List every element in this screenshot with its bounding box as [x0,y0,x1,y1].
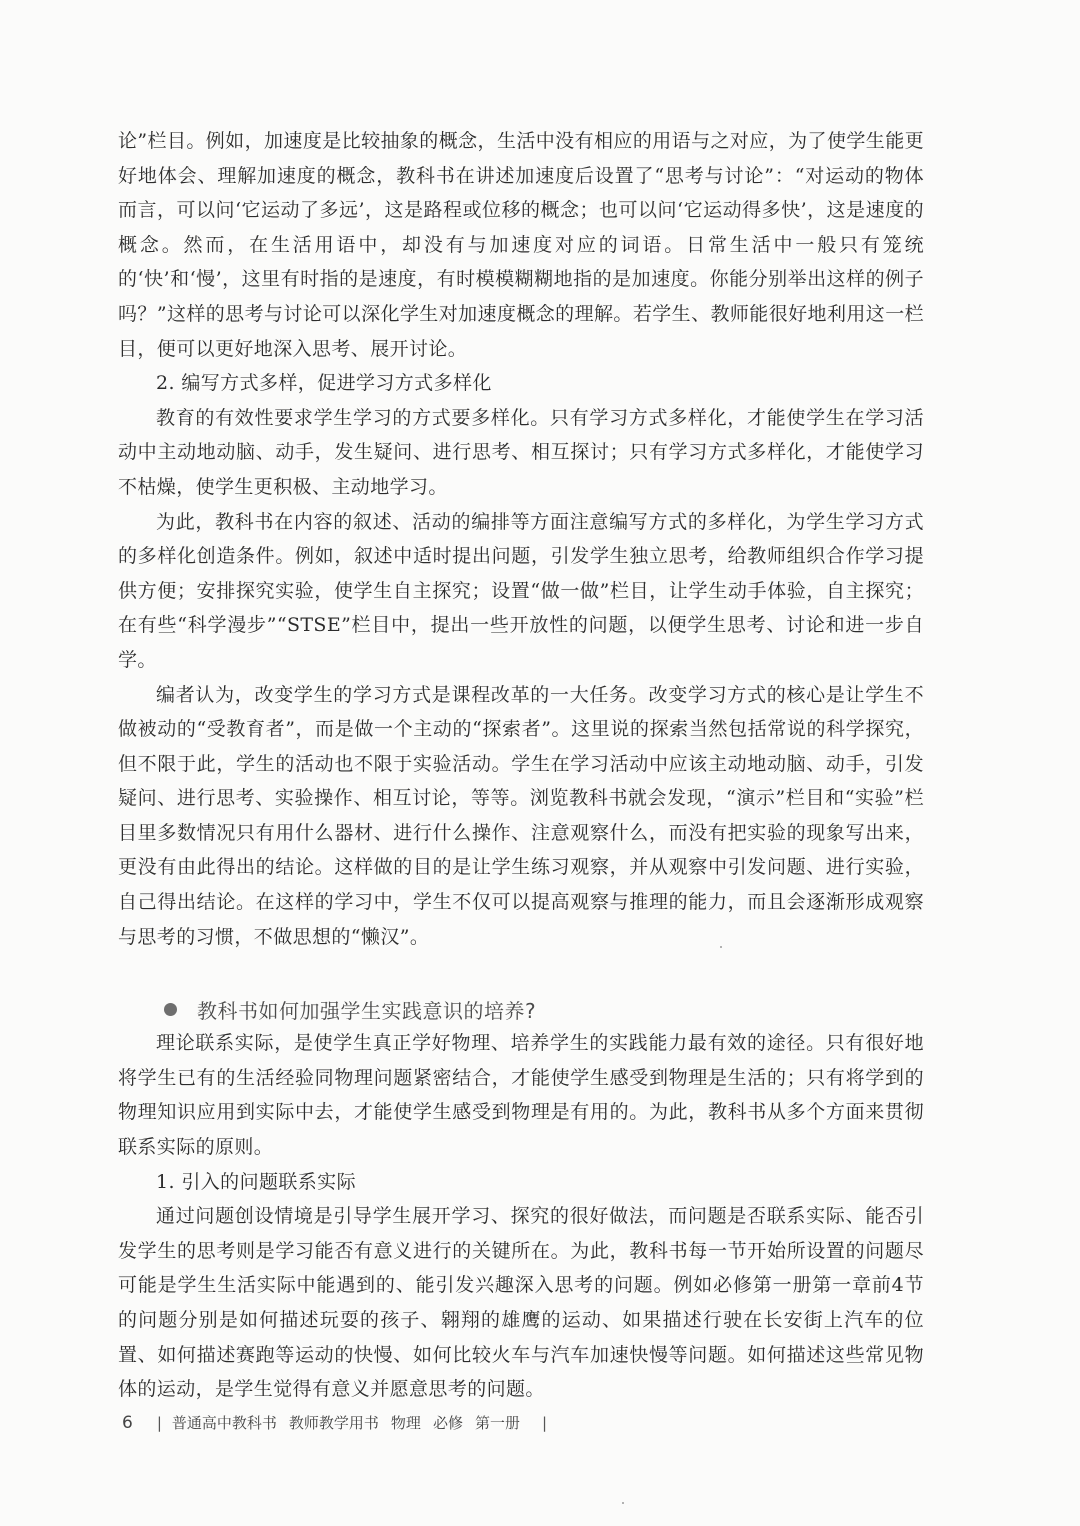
footer-book: 普通高中教科书 [171,1414,277,1432]
footer-subject: 物理 [390,1414,421,1432]
main-text [118,124,924,1407]
scan-speck [622,1502,624,1504]
section-heading [118,992,924,1026]
footer-separator-end: | [541,1413,548,1432]
subheading-1: 1. 引入的问题联系实际 [156,1170,356,1193]
page-number: 6 [122,1412,133,1433]
paragraph: 教育的有效性要求学生学习的方式要多样化。只有学习方式多样化，才能使学生在学习活动中主动地动脑、动手，发生疑问、进行思考、相互探讨；只有学习方式多样化，才能使学习不枯燥，使学生更积极、主动地学习。 [118,406,924,498]
footer-type: 必修 [432,1414,463,1432]
bullet-icon [164,1003,177,1016]
paragraph: 通过问题创设情境是引导学生展开学习、探究的很好做法，而问题是否联系实际、能否引发学生的思考则是学习能否有意义进行的关键所在。为此，教科书每一节开始所设置的问题尽可能是学生生活实际中能遇到的、能引发兴趣深入思考的问题。例如必修第一册第一章前4节的问题分别是如何描述玩耍的孩子、翱翔的雄鹰的运动、如果描述行驶在长安街上汽车的位置、如何描述赛跑等运动的快慢、如何比较火车与汽车加速快慢等问题。如何描述这些常见物体的运动，是学生觉得有意义并愿意思考的问题。 [118,1205,924,1401]
section-heading-text: 教科书如何加强学生实践意识的培养? [197,998,537,1023]
footer-volume: 第一册 [474,1414,520,1432]
page-footer [122,1412,557,1433]
paragraph-continued: 论”栏目。例如，加速度是比较抽象的概念，生活中没有相应的用语与之对应，为了使学生能更好地体会、理解加速度的概念，教科书在讲述加速度后设置了“思考与讨论”：“对运动的物体而言，可以问‘它运动了多远’，这是路程或位移的概念；也可以问‘它运动得多快’，这是速度的概念。然而，在生活用语中，却没有与加速度对应的词语。日常生活中一般只有笼统的‘快’和‘慢’，这里有时指的是速度，有时模模糊糊地指的是加速度。你能分别举出这样的例子吗？”这样的思考与讨论可以深化学生对加速度概念的理解。若学生、教师能很好地利用这一栏目，便可以更好地深入思考、展开讨论。 [118,130,924,360]
paragraph: 为此，教科书在内容的叙述、活动的编排等方面注意编写方式的多样化，为学生学习方式的多样化创造条件。例如，叙述中适时提出问题，引发学生独立思考，给教师组织合作学习提供方便；安排探究实验，使学生自主探究；设置“做一做”栏目，让学生动手体验，自主探究；在有些“科学漫步”“STSE”栏目中，提出一些开放性的问题，以便学生思考、讨论和进一步自学。 [118,510,924,671]
footer-separator: | [156,1413,162,1432]
subheading-2: 2. 编写方式多样，促进学习方式多样化 [156,372,492,395]
paragraph: 理论联系实际，是使学生真正学好物理、培养学生的实践能力最有效的途径。只有很好地将学生已有的生活经验同物理问题紧密结合，才能使学生感受到物理是生活的；只有将学到的物理知识应用到实际中去，才能使学生感受到物理是有用的。为此，教科书从多个方面来贯彻联系实际的原则。 [118,1032,924,1159]
scan-speck [720,946,722,948]
footer-guide: 教师教学用书 [288,1414,379,1432]
paragraph: 编者认为，改变学生的学习方式是课程改革的一大任务。改变学习方式的核心是让学生不做被动的“受教育者”，而是做一个主动的“探索者”。这里说的探索当然包括常说的科学探究，但不限于此，学生的活动也不限于实验活动。学生在学习活动中应该主动地动脑、动手，引发疑问、进行思考、实验操作、相互讨论，等等。浏览教科书就会发现，“演示”栏目和“实验”栏目里多数情况只有用什么器材、进行什么操作、注意观察什么，而没有把实验的现象写出来，更没有由此得出的结论。这样做的目的是让学生练习观察，并从观察中引发问题、进行实验，自己得出结论。在这样的学习中，学生不仅可以提高观察与推理的能力，而且会逐渐形成观察与思考的习惯，不做思想的“懒汉”。 [118,683,924,948]
